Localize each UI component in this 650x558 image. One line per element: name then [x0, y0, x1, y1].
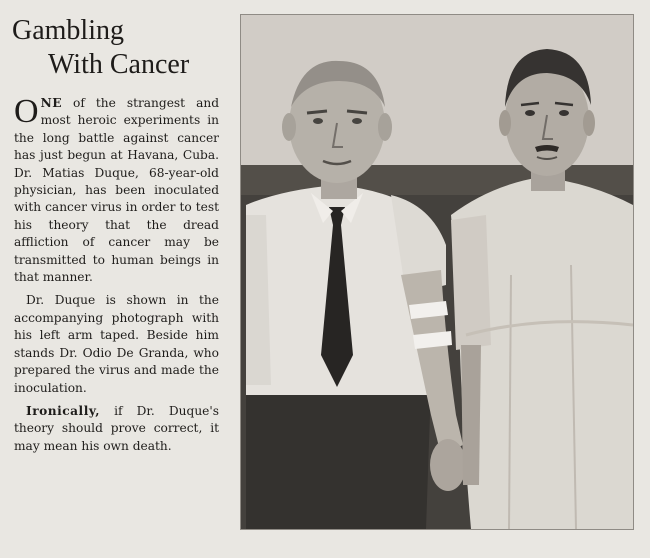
- news-photograph: [240, 14, 634, 530]
- headline-line-2: With Cancer: [48, 49, 190, 80]
- headline-line-1: Gambling: [12, 15, 124, 46]
- lead-in: NE: [40, 96, 62, 110]
- article-paragraph-2: Dr. Duque is shown in the accompanying photograph with his left arm taped. Beside him stands Dr. Odio De Granda, who prepared the virus and made the inoculation.: [14, 293, 219, 395]
- paragraph-1-text: of the strangest and most heroic experiments in the long battle against cancer has just begun at Havana, Cuba. Dr. Matias Duque, 68-year-old physician, has been inoculated with cancer virus in order to test his theory that the dread affliction of cancer may be transmitted to human beings in that manner.: [14, 96, 219, 285]
- article-paragraph-3: [14, 403, 219, 455]
- paragraph-3-lead: Ironically,: [26, 403, 100, 418]
- drop-cap: O: [14, 93, 39, 130]
- photo-illustration: [241, 15, 633, 529]
- article-paragraph-1: [14, 95, 219, 286]
- headline: [12, 14, 240, 82]
- article-body: [14, 95, 219, 461]
- paragraph-3-text: if Dr. Duque's theory should prove correct, it may mean his own death.: [14, 403, 219, 453]
